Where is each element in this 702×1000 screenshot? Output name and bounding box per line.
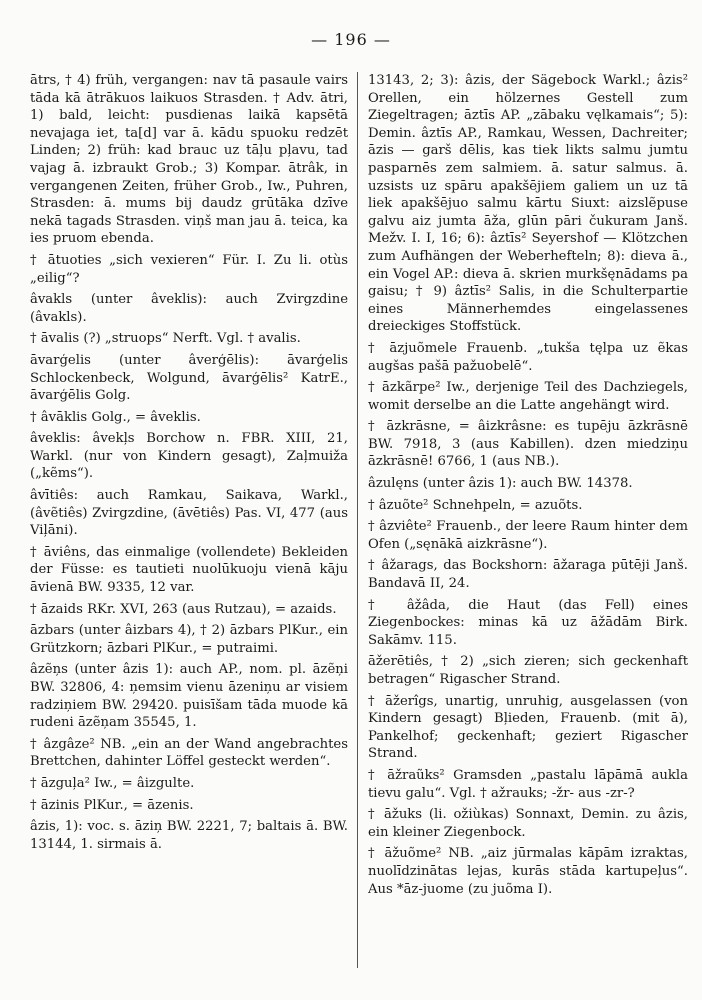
dictionary-entry: † āzguļa² Iw., = âizgulte. [30,775,195,791]
left-column [30,72,348,972]
dictionary-entry: † āžerîgs, unartig, unruhig, ausgelassen (von Kindern gesagt) Bļieden, Frauenb. (mit ā), Pankelhof; geckenhaft; geziert Rigascher Strand. [368,693,688,762]
dictionary-entry: † āžuks (li. ožiùkas) Sonnaxt, Demin. zu âzis, ein kleiner Ziegenbock. [368,807,688,840]
dictionary-entry: ātrs, † 4) früh, vergangen: nav tā pasaule vairs tāda kā ātrākuos laikuos Strasden. † Adv. ātri, 1) bald, leicht: pusdienas laikā kapsētā nevajaga iet, ta[d] var ā. kādu spuoku redzēt Linden; 2) früh: kad brauc uz tāļu pļavu, tad vajag ā. izbraukt Grob.; 3) Kompar. ātrâk, in vergangenen Zeiten, früher Grob., Iw., Puhren, Strasden: ā. mums bij daudz grūtāka dzīve nekā tagads Strasden. viņš man jau ā. teica, ka ies pruom ebenda. [30,73,348,247]
dictionary-entry: 13143, 2; 3): âzis, der Sägebock Warkl.; âzis² Orellen, ein hölzernes Gestell zum Ziegeltragen; āztīs AP. „zābaku vęlkamais“; 5): Demin. âztīs AP., Ramkau, Wessen, Dachreiter; āzis — garš dēlis, kas tiek likts salmu jumtu pasparnēs zem salmiem. ā. satur salmus. ā. uzsists uz spāru apakšējiem galiem un uz tā liek apakšējuo salmu kārtu Siuxt: aizslẽpuse galvu aiz jumta āža, glūn pāri čukuram Janš. Mežv. I. I, 16; 6): âztīs² Seyershof — Klötzchen zum Aufhängen der Weberhefteln; 8): dieva ā., ein Vogel AP.: dieva ā. skrien murkšęnādams pa gaisu; † 9) âztīs² Salis, in die Schulterpartie eines Männerhemdes eingelassenes dreieckiges Stoffstück. [368,73,688,335]
dictionary-entry: âvītiês: auch Ramkau, Saikava, Warkl., (âvẽtiês) Zvirgzdine, (āvētiês) Pas. VI, 477 (aus Viļāni). [30,488,348,539]
dictionary-entry: † âzuõte² Schnehpeln, = azuõts. [368,497,583,513]
dictionary-entry: † āzkrāsne, = âizkrâsne: es tupēju āzkrāsnē BW. 7918, 3 (aus Kabillen). dzen miedziņu āzkrāsnē! 6766, 1 (aus NB.). [368,419,688,470]
dictionary-entry: āvarģelis (unter âverģēlis): āvarģelis Schlockenbeck, Wolgund, āvarģēlis² KatrE., āvarģēlis Golg. [30,352,348,404]
dictionary-entry: † āzkãrpe² Iw., derjenige Teil des Dachziegels, womit derselbe an die Latte angehängt wird. [368,380,688,413]
dictionary-entry: † âzviête² Frauenb., der leere Raum hinter dem Ofen („sęnākā aizkrāsne“). [368,519,688,552]
dictionary-entry: † āžuõme² NB. „aiz jūrmalas kāpām izraktas, nuolīdzinātas lejas, kurās stāda kartupeļus“. Aus *āz-juome (zu juõma I). [368,846,688,897]
dictionary-entry: † âžarags, das Bockshorn: āžaraga pūtēji Janš. Bandavā II, 24. [368,558,688,592]
dictionary-entry: † âvāklis Golg., = âveklis. [30,409,201,425]
dictionary-entry: āzbars (unter âizbars 4), † 2) āzbars PlKur., ein Grützkorn; āzbari PlKur., = putraimi. [30,623,348,656]
dictionary-entry: âzẽņs (unter âzis 1): auch AP., nom. pl. āzẽņi BW. 32806, 4: ņemsim vienu āzeniņu ar visiem radziņiem BW. 29420. puisīšam tāda muode kā rudeni āzẽņam 35545, 1. [30,662,348,731]
dictionary-entry: † âzgâze² NB. „ein an der Wand angebrachtes Brettchen, dahinter Löffel gesteckt werden“. [30,736,348,770]
dictionary-entry: âzulęns (unter âzis 1): auch BW. 14378. [368,476,633,492]
column-divider [357,72,358,968]
dictionary-entry: âzis, 1): voc. s. āziņ BW. 2221, 7; baltais ā. BW. 13144, 1. sirmais ā. [30,819,348,852]
dictionary-entry: † āvalis (?) „struops“ Nerft. Vgl. † avalis. [30,331,301,347]
dictionary-entry: † āzinis PlKur., = āzenis. [30,797,194,813]
dictionary-entry: āžerētiês, † 2) „sich zieren; sich geckenhaft betragen“ Rigascher Strand. [368,654,688,687]
dictionary-entry: † āžraũks² Gramsden „pastalu lāpāmā aukla tievu galu“. Vgl. † ažrauks; -žr- aus -zr-? [368,767,688,801]
right-column [368,72,688,972]
dictionary-entry: † āviêns, das einmalige (vollendete) Bekleiden der Füsse: es tautieti nuolūkuoju vienā kāju āvienā BW. 9335, 12 var. [30,544,348,596]
dictionary-entry: âveklis: âvekļs Borchow n. FBR. XIII, 21, Warkl. (nur von Kindern gesagt), Zaļmuiža („kẽms“). [30,431,348,482]
page-number: — 196 — [311,30,391,49]
dictionary-entry: † âžâda, die Haut (das Fell) eines Ziegenbockes: minas kā uz āžādām Birk. Sakāmv. 115. [368,597,688,648]
dictionary-entry: † āzjuõmele Frauenb. „tukša tęlpa uz ẽkas augšas pašā pažuobelē“. [368,340,688,374]
dictionary-entry: âvakls (unter âveklis): auch Zvirgzdine (âvakls). [30,292,348,325]
dictionary-entry: † ātuoties „sich vexieren“ Für. I. Zu li. otùs „eilig“? [30,252,348,286]
dictionary-entry: † āzaids RKr. XVI, 263 (aus Rutzau), = azaids. [30,601,337,617]
